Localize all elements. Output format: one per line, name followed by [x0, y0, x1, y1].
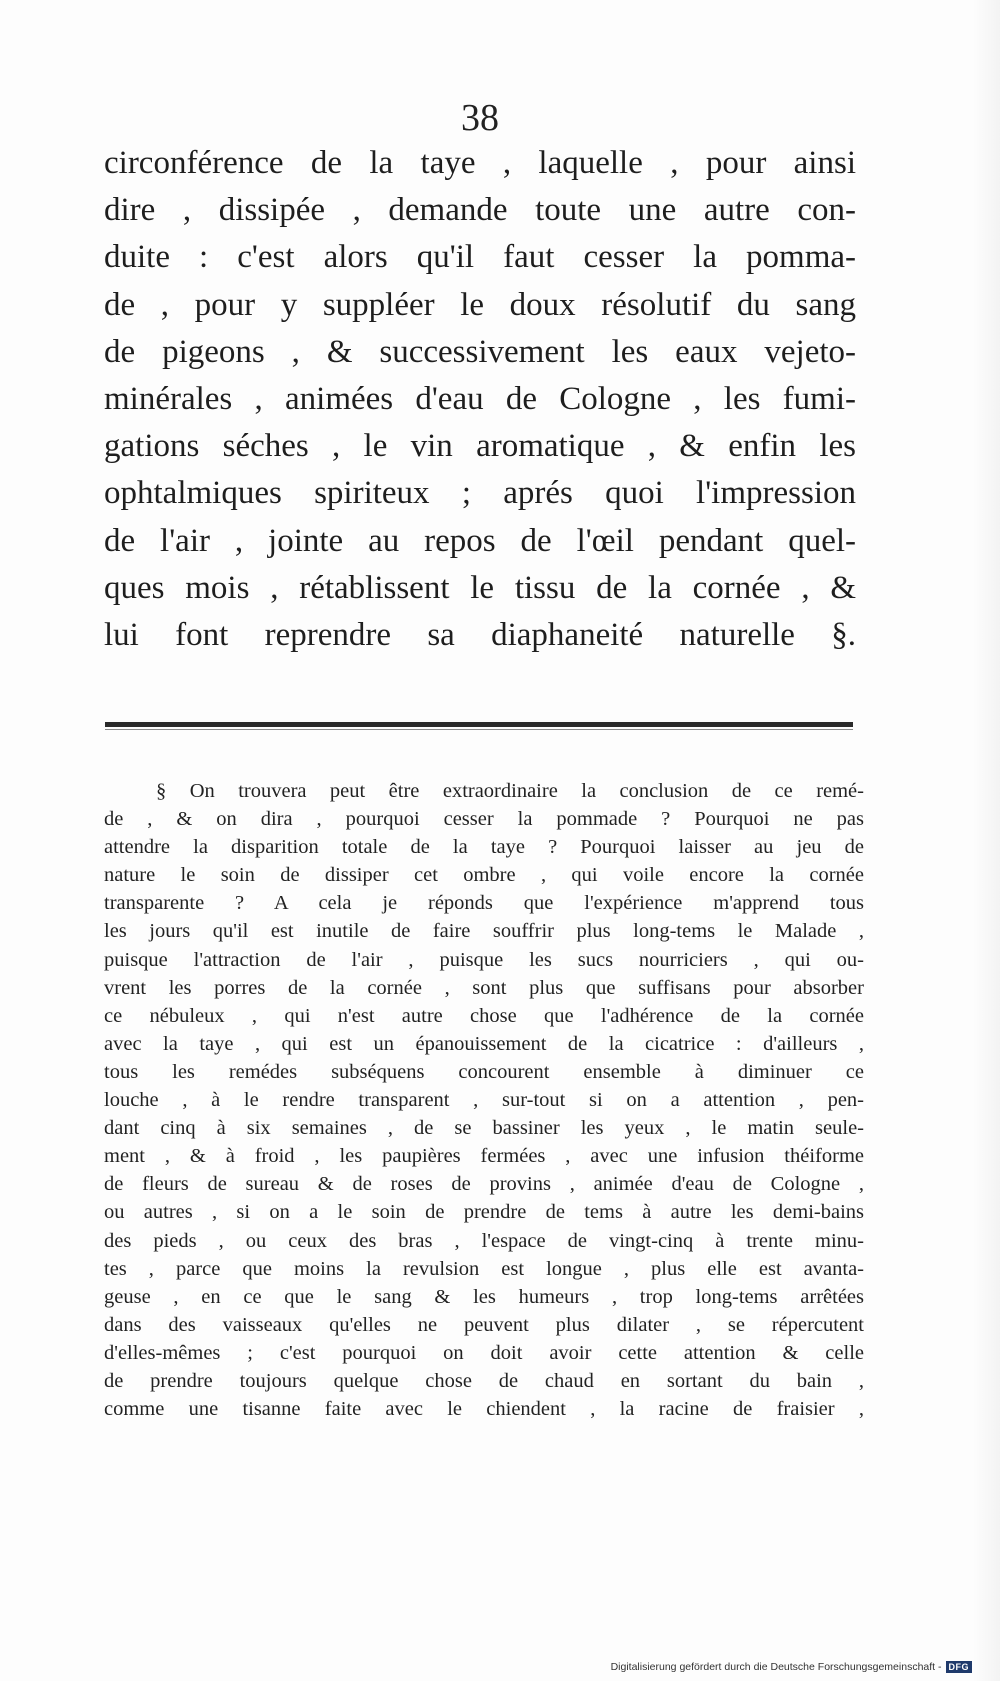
- footnote-line: § On trouvera peut être extraordinaire la conclusion de ce remé-: [156, 780, 864, 802]
- footnote-line: des pieds , ou ceux des bras , l'espace de vingt-cinq à trente minu-: [104, 1229, 864, 1252]
- main-text-block: [104, 140, 856, 659]
- section-divider-hairline: [105, 729, 853, 730]
- footnote-line: les jours qu'il est inutile de faire souffrir plus long-tems le Malade ,: [104, 920, 864, 943]
- footnote-line: louche , à le rendre transparent , sur-tout si on a attention , pen-: [104, 1089, 864, 1112]
- footnote-line: d'elles-mêmes ; c'est pourquoi on doit avoir cette attention & celle: [104, 1341, 864, 1364]
- dfg-logo: DFG: [946, 1661, 973, 1673]
- footnote-line: de prendre toujours quelque chose de chaud en sortant du bain ,: [104, 1369, 864, 1392]
- footnote-block: [104, 777, 864, 1423]
- digitization-credit: [611, 1661, 972, 1673]
- footnote-line: attendre la disparition totale de la taye ? Pourquoi laisser au jeu de: [104, 836, 864, 859]
- footnote-line: transparente ? A cela je réponds que l'expérience m'apprend tous: [104, 892, 864, 915]
- main-text-line: lui font reprendre sa diaphaneité naturelle §.: [104, 617, 856, 654]
- main-text-line: duite : c'est alors qu'il faut cesser la pomma-: [104, 239, 856, 276]
- footnote-line: puisque l'attraction de l'air , puisque les sucs nourriciers , qui ou-: [104, 948, 864, 971]
- footnote-line: ce nébuleux , qui n'est autre chose que l'adhérence de la cornée: [104, 1004, 864, 1027]
- main-text-line: de l'air , jointe au repos de l'œil pendant quel-: [104, 522, 856, 559]
- main-text-line: de pigeons , & successivement les eaux vejeto-: [104, 333, 856, 370]
- main-text-line: dire , dissipée , demande toute une autre con-: [104, 192, 856, 229]
- main-text-line: gations séches , le vin aromatique , & enfin les: [104, 428, 856, 465]
- footnote-line: avec la taye , qui est un épanouissement de la cicatrice : d'ailleurs ,: [104, 1032, 864, 1055]
- page-edge-shadow: [972, 0, 1000, 1681]
- main-text-line: circonférence de la taye , laquelle , pour ainsi: [104, 145, 856, 181]
- footnote-line: dant cinq à six semaines , de se bassiner les yeux , le matin seule-: [104, 1117, 864, 1140]
- main-text-line: de , pour y suppléer le doux résolutif du sang: [104, 286, 856, 323]
- footnote-line: comme une tisanne faite avec le chiendent , la racine de fraisier ,: [104, 1398, 864, 1421]
- footnote-line: tes , parce que moins la revulsion est longue , plus elle est avanta-: [104, 1257, 864, 1280]
- footnote-line: vrent les porres de la cornée , sont plus que suffisans pour absorber: [104, 976, 864, 999]
- footnote-line: nature le soin de dissiper cet ombre , qui voile encore la cornée: [104, 864, 864, 887]
- main-text-line: ques mois , rétablissent le tissu de la cornée , &: [104, 569, 856, 606]
- footnote-line: de , & on dira , pourquoi cesser la pommade ? Pourquoi ne pas: [104, 808, 864, 831]
- footnote-line: de fleurs de sureau & de roses de provins , animée d'eau de Cologne ,: [104, 1173, 864, 1196]
- footnote-line: ou autres , si on a le soin de prendre de tems à autre les demi-bains: [104, 1201, 864, 1224]
- footnote-line: tous les remédes subséquens concourent ensemble à diminuer ce: [104, 1060, 864, 1083]
- footnote-line: geuse , en ce que le sang & les humeurs , trop long-tems arrêtées: [104, 1285, 864, 1308]
- footnote-line: dans des vaisseaux qu'elles ne peuvent plus dilater , se répercutent: [104, 1313, 864, 1336]
- page-number: 38: [461, 97, 499, 139]
- footnote-line: ment , & à froid , les paupières fermées , avec une infusion théiforme: [104, 1145, 864, 1168]
- main-text-line: ophtalmiques spiriteux ; aprés quoi l'impression: [104, 475, 856, 512]
- credit-text: Digitalisierung gefördert durch die Deutsche Forschungsgemeinschaft -: [610, 1661, 942, 1673]
- main-text-line: minérales , animées d'eau de Cologne , les fumi-: [104, 381, 856, 418]
- section-divider-rule: [105, 722, 853, 727]
